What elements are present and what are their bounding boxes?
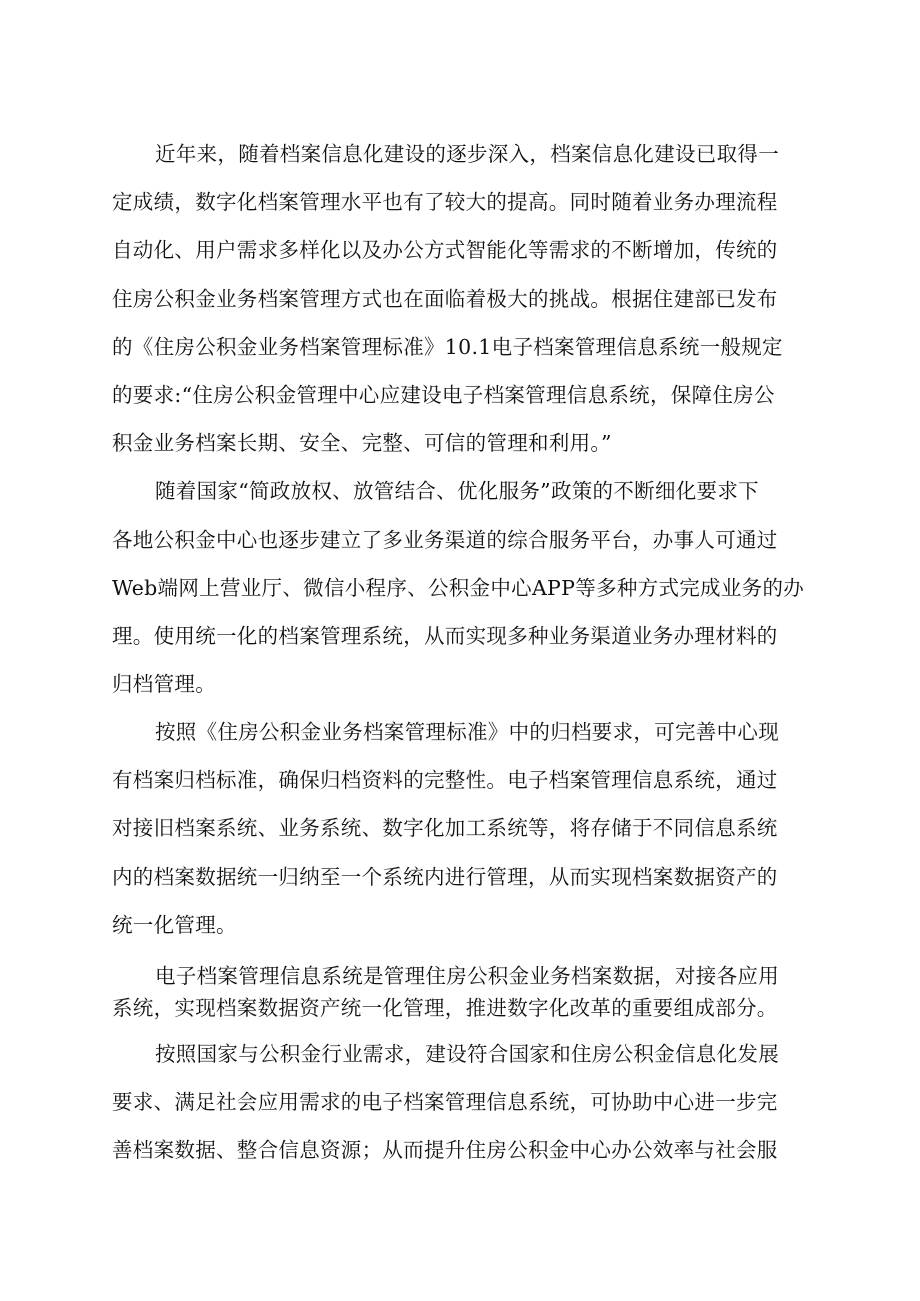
paragraph-line: 统一化管理。 — [112, 913, 237, 937]
paragraph-line: 随着国家“简政放权、放管结合、优化服务”政策的不断细化要求下 — [155, 479, 759, 503]
paragraph-line: 的要求:“住房公积金管理中心应建设电子档案管理信息系统，保障住房公 — [112, 383, 775, 407]
paragraph-line: 对接旧档案系统、业务系统、数字化加工系统等，将存储于不同信息系统 — [112, 816, 778, 840]
paragraph-line: 电子档案管理信息系统是管理住房公积金业务档案数据，对接各应用 — [155, 964, 779, 988]
paragraph-line: 近年来，随着档案信息化建设的逐步深入，档案信息化建设已取得一 — [155, 142, 779, 166]
paragraph-line: 定成绩，数字化档案管理水平也有了较大的提高。同时随着业务办理流程 — [112, 190, 778, 214]
paragraph-line: 有档案归档标准，确保归档资料的完整性。电子档案管理信息系统，通过 — [112, 768, 778, 792]
paragraph-line: 要求、满足社会应用需求的电子档案管理信息系统，可协助中心进一步完 — [112, 1090, 778, 1114]
paragraph-line: 内的档案数据统一归纳至一个系统内进行管理，从而实现档案数据资产的 — [112, 865, 778, 889]
paragraph-line: 理。使用统一化的档案管理系统，从而实现多种业务渠道业务办理材料的 — [112, 624, 778, 648]
paragraph-line: Web端网上营业厅、微信小程序、公积金中心APP等多种方式完成业务的办 — [112, 576, 805, 600]
paragraph-line: 归档管理。 — [112, 672, 216, 696]
paragraph-line: 积金业务档案长期、安全、完整、可信的管理和利用。” — [112, 431, 612, 455]
paragraph-line: 按照国家与公积金行业需求，建设符合国家和住房公积金信息化发展 — [155, 1042, 779, 1066]
paragraph-line: 各地公积金中心也逐步建立了多业务渠道的综合服务平台，办事人可通过 — [112, 528, 778, 552]
paragraph-line: 自动化、用户需求多样化以及办公方式智能化等需求的不断增加，传统的 — [112, 238, 778, 262]
paragraph-line: 住房公积金业务档案管理方式也在面临着极大的挑战。根据住建部已发布 — [112, 287, 778, 311]
paragraph-line: 的《住房公积金业务档案管理标准》10.1电子档案管理信息系统一般规定 — [112, 335, 783, 359]
paragraph-line: 系统，实现档案数据资产统一化管理，推进数字化改革的重要组成部分。 — [112, 996, 778, 1020]
paragraph-line: 按照《住房公积金业务档案管理标准》中的归档要求，可完善中心现 — [155, 720, 779, 744]
paragraph-line: 善档案数据、整合信息资源；从而提升住房公积金中心办公效率与社会服 — [112, 1138, 778, 1162]
